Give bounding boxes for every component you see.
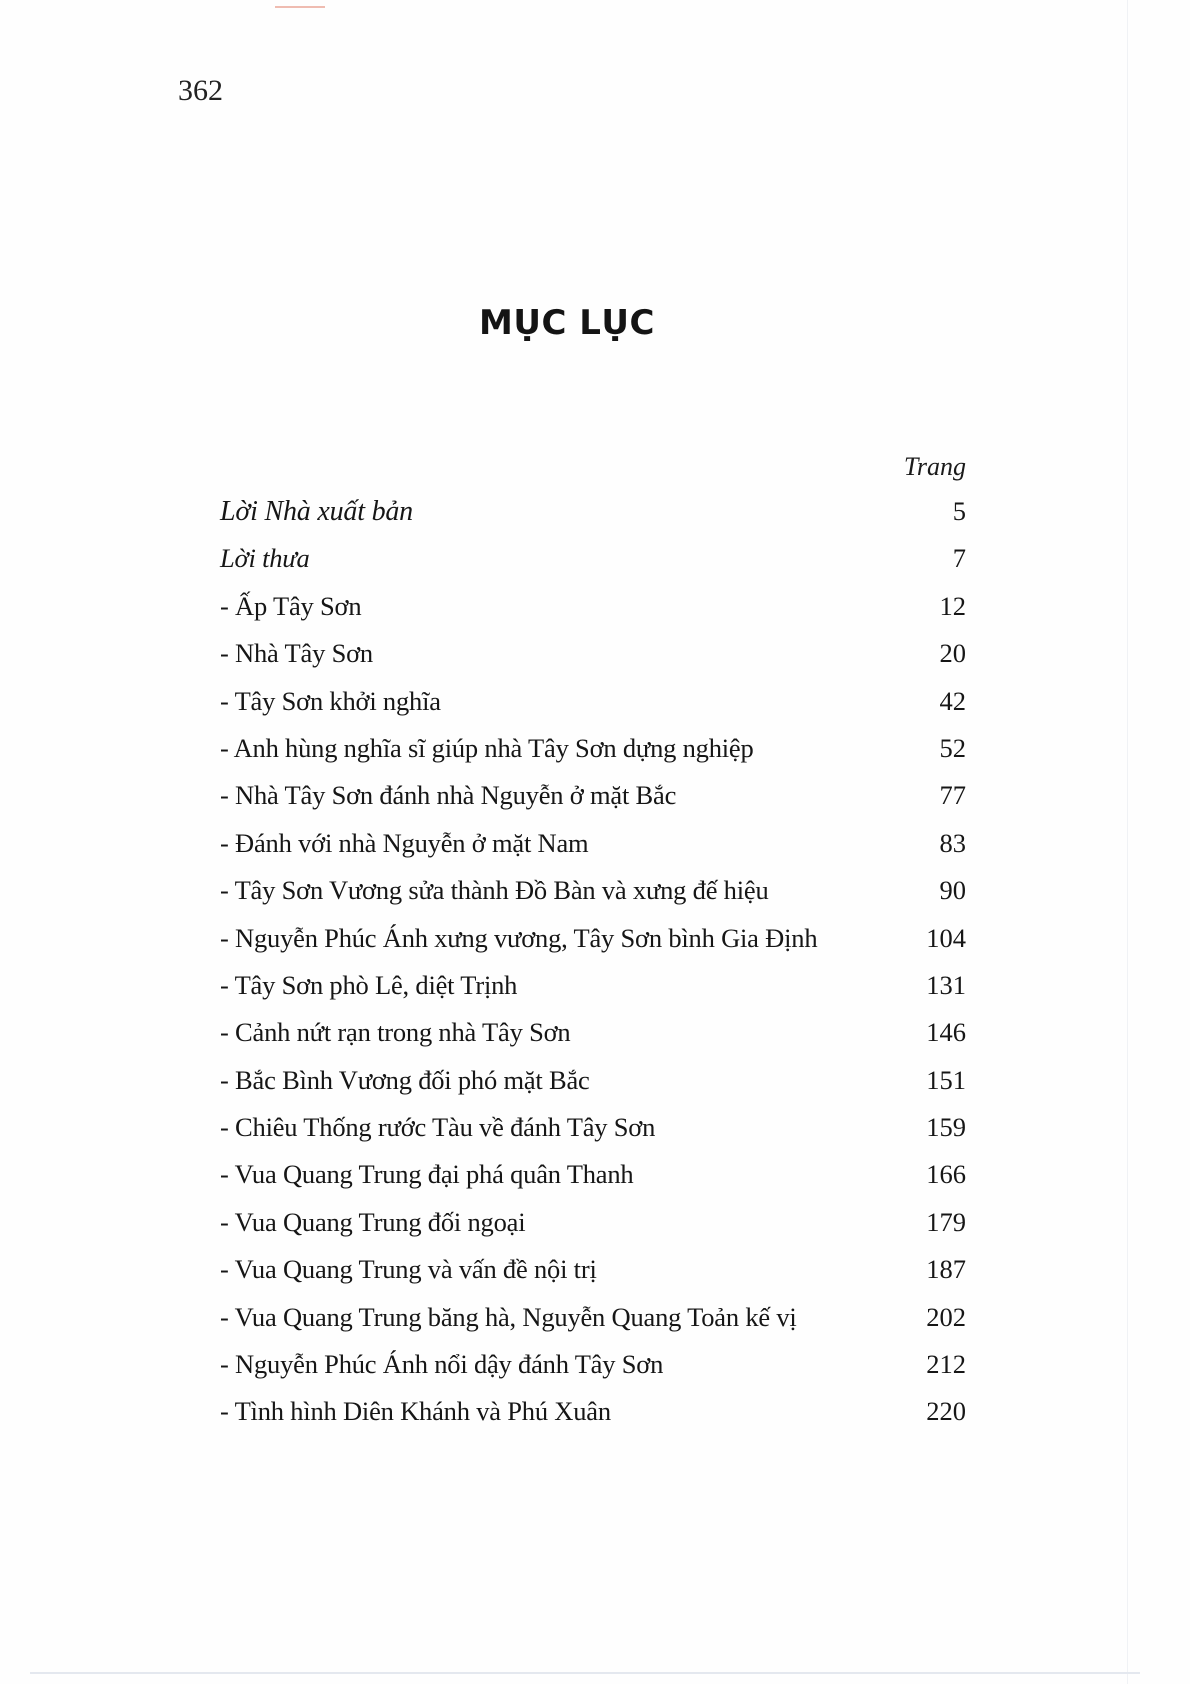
toc-entry-label: - Nhà Tây Sơn đánh nhà Nguyễn ở mặt Bắc (220, 780, 677, 811)
toc-entry-label: - Tây Sơn phò Lê, diệt Trịnh (220, 969, 518, 1000)
toc-entry (220, 1206, 966, 1256)
toc-entry-page: 7 (952, 543, 966, 574)
toc-entry (220, 1398, 966, 1445)
toc-entry-page: 187 (926, 1254, 966, 1285)
toc-entry-label: - Ấp Tây Sơn (220, 590, 362, 621)
page-column-header: Trang (903, 452, 966, 481)
toc-entry-page: 20 (939, 638, 966, 669)
toc-entry-label: - Nguyễn Phúc Ánh nổi dậy đánh Tây Sơn (220, 1349, 664, 1380)
toc-entry (220, 827, 966, 877)
toc-entry-label: - Nguyễn Phúc Ánh xưng vương, Tây Sơn bình Gia Định (220, 922, 818, 953)
toc-entry-label: - Đánh với nhà Nguyễn ở mặt Nam (220, 827, 589, 858)
toc-entry (220, 640, 966, 687)
toc-entry-page: 220 (926, 1396, 966, 1427)
toc-entry (220, 732, 966, 782)
toc-entry-label: - Nhà Tây Sơn (220, 638, 373, 669)
toc-entry-label: - Vua Quang Trung đại phá quân Thanh (220, 1159, 634, 1190)
toc-entry (220, 685, 966, 735)
toc-entry-label: - Anh hùng nghĩa sĩ giúp nhà Tây Sơn dựng nghiệp (220, 732, 754, 763)
toc-entry (220, 782, 966, 829)
toc-entry-page: 202 (926, 1301, 966, 1332)
toc-entry-page: 166 (926, 1159, 966, 1190)
toc-entry-page: 83 (939, 827, 966, 858)
toc-entry (220, 1301, 966, 1351)
toc-entry-page: 90 (939, 875, 966, 906)
toc-entry-page: 77 (939, 780, 966, 811)
toc-entry-label: - Tình hình Diên Khánh và Phú Xuân (220, 1396, 611, 1427)
toc-entry-page: 12 (939, 590, 966, 621)
toc-entry (220, 1114, 966, 1161)
toc-entry-page: 179 (926, 1206, 966, 1237)
toc-entry-label: - Vua Quang Trung đối ngoại (220, 1206, 526, 1237)
toc-entry (220, 877, 966, 924)
toc-entry-page: 104 (926, 922, 966, 953)
scan-artifact-right (1127, 0, 1128, 1684)
toc-entry-page: 131 (926, 969, 966, 1000)
toc-entry-page: 5 (952, 496, 966, 526)
toc-entry-label: Lời thưa (220, 543, 310, 574)
toc-entry (220, 1351, 966, 1398)
toc-entry (220, 1019, 966, 1066)
toc-entry (220, 1256, 966, 1303)
toc-entry-label: Lời Nhà xuất bản (220, 496, 413, 527)
toc-entry-label: - Bắc Bình Vương đối phó mặt Bắc (220, 1064, 590, 1095)
toc-entry-label: - Chiêu Thống rước Tàu về đánh Tây Sơn (220, 1112, 656, 1143)
toc-entry-label: - Tây Sơn Vương sửa thành Đồ Bàn và xưng đế hiệu (220, 875, 769, 906)
toc-entry (220, 1161, 966, 1208)
toc-entry-page: 151 (926, 1064, 966, 1095)
page-number: 362 (178, 74, 223, 107)
toc-entry-page: 52 (939, 732, 966, 763)
toc-entry-page: 146 (926, 1017, 966, 1048)
toc-entry-page: 159 (926, 1112, 966, 1143)
toc-entry-label: - Vua Quang Trung và vấn đề nội trị (220, 1254, 597, 1285)
toc-title: MỤC LỤC (479, 303, 655, 343)
toc-entry (220, 969, 966, 1019)
scan-artifact-bottom (30, 1672, 1140, 1674)
toc-entry-label: - Vua Quang Trung băng hà, Nguyễn Quang Toản kế vị (220, 1301, 797, 1332)
toc-entry-page: 212 (926, 1349, 966, 1380)
toc-entry-label: - Tây Sơn khởi nghĩa (220, 685, 441, 716)
toc-entry (220, 922, 966, 972)
toc-entry (220, 1064, 966, 1114)
toc-entry (220, 498, 966, 545)
toc-entry (220, 545, 966, 592)
scan-artifact-top (275, 6, 325, 8)
toc-entry-label: - Cảnh nứt rạn trong nhà Tây Sơn (220, 1017, 571, 1048)
toc-entry-page: 42 (939, 685, 966, 716)
toc-list (220, 498, 966, 1446)
toc-entry (220, 590, 966, 640)
